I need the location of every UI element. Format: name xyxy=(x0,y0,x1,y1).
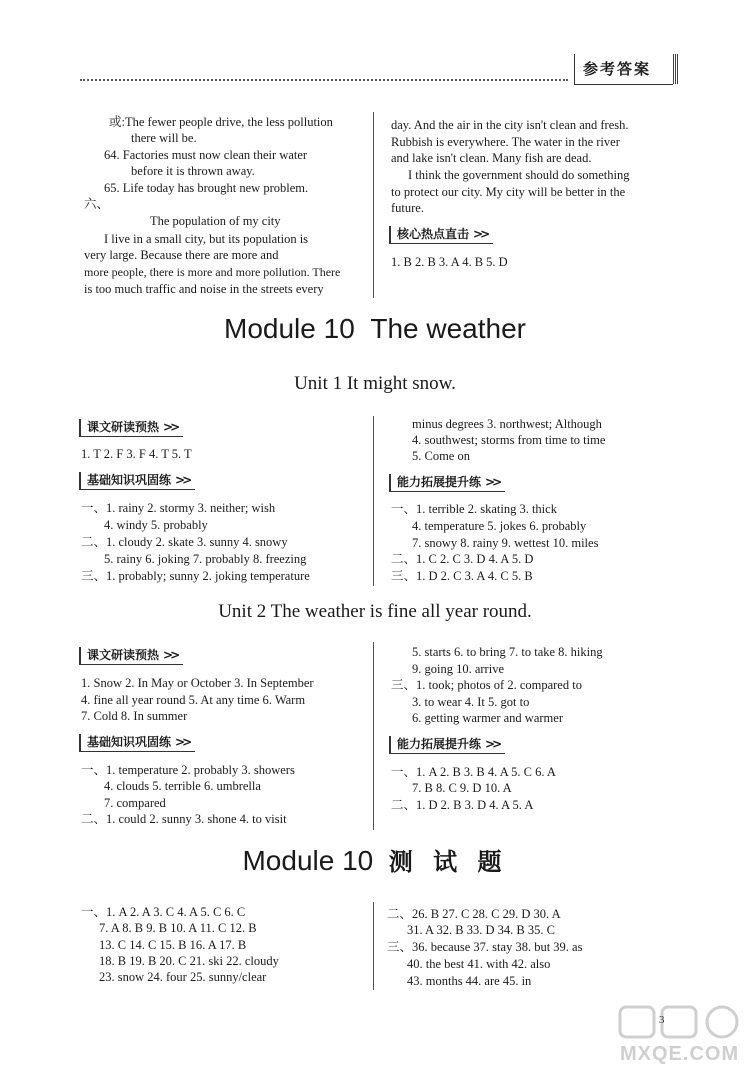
answer-line: 7. B 8. C 9. D 10. A xyxy=(412,781,512,795)
section-tag-hot: 核心热点直击 >> xyxy=(389,226,493,244)
watermark-text: MXQE.COM xyxy=(620,1043,740,1065)
answer-line: 40. the best 41. with 42. also xyxy=(407,957,551,971)
column-divider-top xyxy=(373,112,374,298)
answer-line: 23. snow 24. four 25. sunny/clear xyxy=(99,970,267,984)
section-tag-ability: 能力拓展提升练 >> xyxy=(389,736,505,754)
text-line: there will be. xyxy=(131,131,197,145)
answer-line: 三、1. probably; sunny 2. joking temperature xyxy=(81,569,310,583)
hot-answers: 1. B 2. B 3. A 4. B 5. D xyxy=(391,255,508,269)
answer-line: 一、1. A 2. B 3. B 4. A 5. C 6. A xyxy=(391,765,556,779)
answer-line: 7. compared xyxy=(104,796,166,810)
answer-line: 7. Cold 8. In summer xyxy=(81,709,188,723)
text-line: before it is thrown away. xyxy=(131,164,255,178)
chevron-right-icon: >> xyxy=(163,420,178,434)
answer-line: 二、1. cloudy 2. skate 3. sunny 4. snowy xyxy=(81,535,288,549)
text-line: I live in a small city, but its population is xyxy=(104,232,309,246)
answer-line: 9. going 10. arrive xyxy=(412,662,504,676)
text-line: Rubbish is everywhere. The water in the river xyxy=(391,135,620,149)
chevron-right-icon: >> xyxy=(163,648,178,662)
answer-line: 二、1. D 2. B 3. D 4. A 5. A xyxy=(391,798,534,812)
chevron-right-icon: >> xyxy=(175,735,190,749)
chevron-right-icon: >> xyxy=(485,737,500,751)
answer-line: 4. windy 5. probably xyxy=(104,518,208,532)
answer-line: 7. snowy 8. rainy 9. wettest 10. miles xyxy=(412,536,599,550)
answer-line: 一、1. temperature 2. probably 3. showers xyxy=(81,763,295,777)
answer-line: 6. getting warmer and warmer xyxy=(412,711,563,725)
answer-line: 5. starts 6. to bring 7. to take 8. hiking xyxy=(412,645,603,659)
text-line: very large. Because there are more and xyxy=(84,248,279,262)
answer-line: 二、1. C 2. C 3. D 4. A 5. D xyxy=(391,552,534,566)
unit1-title: Unit 1 It might snow. xyxy=(294,373,456,394)
header-dotted-rule xyxy=(80,79,568,81)
chevron-right-icon: >> xyxy=(473,227,488,241)
answer-line: 5. Come on xyxy=(412,449,470,463)
module-test-title: Module 10 测 试 题 xyxy=(242,845,508,876)
answer-line: 一、1. A 2. A 3. C 4. A 5. C 6. C xyxy=(81,905,246,919)
text-line: 65. Life today has brought new problem. xyxy=(104,181,309,195)
text-line: more people, there is more and more pollution. There xyxy=(84,265,341,279)
answer-line: 13. C 14. C 15. B 16. A 17. B xyxy=(99,938,247,952)
page-number: 3 xyxy=(659,1014,665,1026)
answer-line: 31. A 32. B 33. D 34. B 35. C xyxy=(407,923,555,937)
answer-line: 3. to wear 4. It 5. got to xyxy=(412,695,530,709)
section-tag-ability: 能力拓展提升练 >> xyxy=(389,474,505,492)
answer-line: 4. fine all year round 5. At any time 6. Warm xyxy=(81,693,306,707)
column-divider-test xyxy=(373,902,374,990)
answer-line: 18. B 19. B 20. C 21. ski 22. cloudy xyxy=(99,954,279,968)
section-tag-basic: 基础知识巩固练 >> xyxy=(79,472,195,490)
answer-line: minus degrees 3. northwest; Although xyxy=(412,417,602,431)
text-line: future. xyxy=(391,201,424,215)
chevron-right-icon: >> xyxy=(175,473,190,487)
answer-line: 43. months 44. are 45. in xyxy=(407,974,532,988)
answer-line: 1. T 2. F 3. F 4. T 5. T xyxy=(81,447,192,461)
text-line: 64. Factories must now clean their water xyxy=(104,148,308,162)
unit2-title: Unit 2 The weather is fine all year round. xyxy=(218,601,532,622)
answer-line: 7. A 8. B 9. B 10. A 11. C 12. B xyxy=(99,921,257,935)
answer-line: 二、26. B 27. C 28. C 29. D 30. A xyxy=(387,907,561,921)
text-line: to protect our city. My city will be better in the xyxy=(391,185,626,199)
section-tag-preview: 课文研读预热 >> xyxy=(79,419,183,437)
watermark-logo xyxy=(618,1005,743,1069)
column-divider-unit2 xyxy=(373,642,374,830)
section-tag-preview: 课文研读预热 >> xyxy=(79,647,183,665)
answer-line: 三、1. took; photos of 2. compared to xyxy=(391,678,582,692)
answer-line: 4. southwest; storms from time to time xyxy=(412,433,606,447)
column-divider-unit1 xyxy=(373,416,374,586)
module-title: Module 10 The weather xyxy=(224,313,526,344)
text-line: 六、 xyxy=(84,196,110,211)
answer-line: 三、36. because 37. stay 38. but 39. as xyxy=(387,940,583,954)
section-tag-basic: 基础知识巩固练 >> xyxy=(79,734,195,752)
text-line: day. And the air in the city isn't clean and fresh. xyxy=(391,118,629,132)
answer-line: 一、1. terrible 2. skating 3. thick xyxy=(391,502,557,516)
answer-line: 4. clouds 5. terrible 6. umbrella xyxy=(104,779,261,793)
answer-line: 4. temperature 5. jokes 6. probably xyxy=(412,519,587,533)
answer-line: 一、1. rainy 2. stormy 3. neither; wish xyxy=(81,501,276,515)
answer-line: 1. Snow 2. In May or October 3. In September xyxy=(81,676,314,690)
answer-line: 5. rainy 6. joking 7. probably 8. freezing xyxy=(104,552,307,566)
chevron-right-icon: >> xyxy=(485,475,500,489)
text-line: is too much traffic and noise in the streets every xyxy=(84,282,324,296)
answer-line: 三、1. D 2. C 3. A 4. C 5. B xyxy=(391,569,533,583)
text-line: I think the government should do something xyxy=(408,168,630,182)
essay-title: The population of my city xyxy=(150,214,281,228)
text-line: 或:The fewer people drive, the less pollution xyxy=(109,115,333,129)
answer-line: 二、1. could 2. sunny 3. shone 4. to visit xyxy=(81,812,287,826)
header-title: 参考答案 xyxy=(574,54,673,85)
text-line: and lake isn't clean. Many fish are dead. xyxy=(391,151,592,165)
